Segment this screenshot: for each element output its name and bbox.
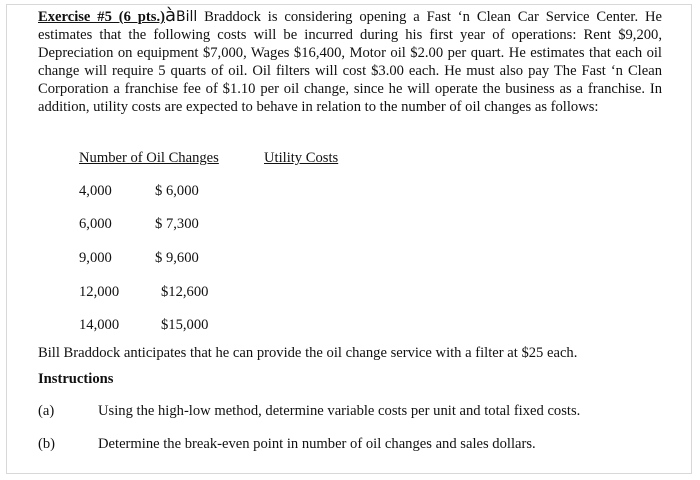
table-cell-utility-cost: $ 6,000 bbox=[155, 183, 199, 199]
exercise-paragraph bbox=[38, 5, 662, 116]
table-cell-utility-cost: $ 9,600 bbox=[155, 250, 199, 266]
lead-word: Bill bbox=[176, 9, 198, 25]
item-label-a: (a) bbox=[38, 403, 55, 419]
table-cell-utility-cost: $12,600 bbox=[161, 284, 209, 300]
table-cell-oil-changes: 14,000 bbox=[79, 317, 120, 333]
column-header-utility-costs: Utility Costs bbox=[264, 150, 339, 166]
arrow-symbol: à bbox=[164, 5, 176, 26]
column-header-oil-changes: Number of Oil Changes bbox=[79, 150, 219, 166]
table-cell-oil-changes: 6,000 bbox=[79, 216, 112, 232]
table-cell-oil-changes: 9,000 bbox=[79, 250, 112, 266]
item-label-b: (b) bbox=[38, 436, 56, 452]
exercise-body: Braddock is considering opening a Fast ‘n Clean Car Service Center. He estimates that the following costs will be incurred during his first year of operations: Rent $9,200, Depreciation on equipment $7,000, Wages $16,400, Motor oil $2.00 per quart. He estimates that each oil change will require 5 quarts of oil. Oil filters will cost $3.00 each. He must also pay The Fast ‘n Clean Corporation a franchise fee of $1.10 per oil change, since he will operate the business as a franchise. In addition, utility costs are expected to behave in relation to the number of oil changes as follows: bbox=[38, 9, 662, 115]
table-cell-oil-changes: 4,000 bbox=[79, 183, 112, 199]
table-cell-oil-changes: 12,000 bbox=[79, 284, 120, 300]
table-cell-utility-cost: $15,000 bbox=[161, 317, 209, 333]
exercise-heading: Exercise #5 (6 pts.) bbox=[38, 9, 165, 25]
table-cell-utility-cost: $ 7,300 bbox=[155, 216, 199, 232]
item-text-b: Determine the break-even point in number of oil changes and sales dollars. bbox=[98, 436, 536, 452]
instructions-title: Instructions bbox=[38, 371, 114, 387]
anticipation-text: Bill Braddock anticipates that he can provide the oil change service with a filter at $25 each. bbox=[38, 345, 578, 361]
item-text-a: Using the high-low method, determine variable costs per unit and total fixed costs. bbox=[98, 403, 581, 419]
